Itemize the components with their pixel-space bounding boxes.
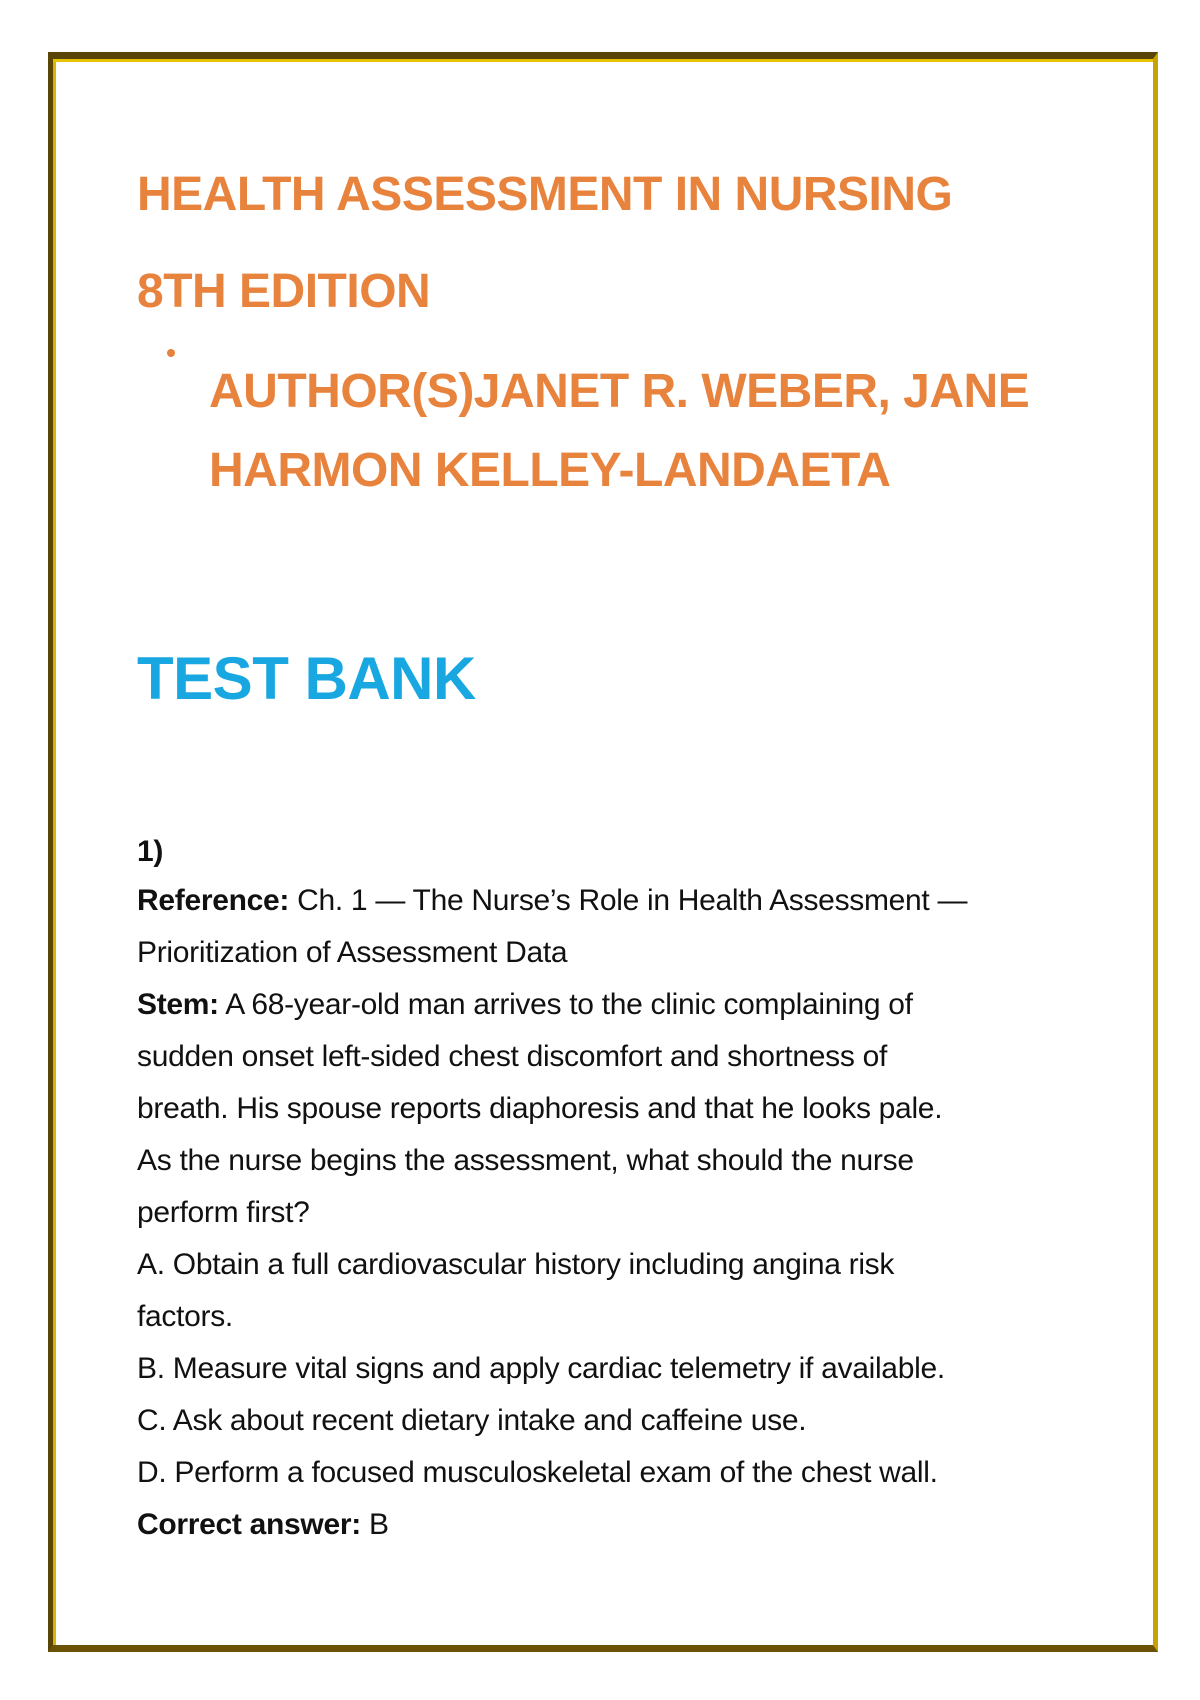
page-border-frame bbox=[48, 52, 1158, 1652]
bullet-icon bbox=[167, 349, 175, 357]
correct-answer bbox=[137, 1499, 1077, 1551]
reference-line-2: Prioritization of Assessment Data bbox=[137, 936, 568, 969]
book-edition: 8TH EDITION bbox=[137, 265, 431, 318]
answer-label: Correct answer: bbox=[137, 1508, 361, 1541]
section-heading: TEST BANK bbox=[137, 645, 476, 712]
author-line-2: HARMON KELLEY-LANDAETA bbox=[209, 444, 891, 497]
author-line-1: AUTHOR(S)JANET R. WEBER, JANE bbox=[209, 365, 1030, 418]
reference-text: Ch. 1 — The Nurse’s Role in Health Assessment — bbox=[289, 884, 968, 917]
stem-line-4: As the nurse begins the assessment, what should the nurse bbox=[137, 1144, 914, 1177]
stem-line-3: breath. His spouse reports diaphoresis and that he looks pale. bbox=[137, 1092, 943, 1125]
option-c: C. Ask about recent dietary intake and caffeine use. bbox=[137, 1404, 807, 1437]
option-a-line-2: factors. bbox=[137, 1300, 233, 1333]
reference-label: Reference: bbox=[137, 884, 290, 917]
question-number: 1) bbox=[137, 835, 164, 868]
reference-line-1 bbox=[137, 875, 1077, 927]
question-block bbox=[137, 829, 1077, 1551]
stem-line-1 bbox=[137, 979, 1077, 1031]
answer-value: B bbox=[360, 1508, 389, 1541]
stem-line-2: sudden onset left-sided chest discomfort and shortness of bbox=[137, 1040, 887, 1073]
stem-label: Stem: bbox=[137, 988, 219, 1021]
stem-text: A 68-year-old man arrives to the clinic complaining of bbox=[218, 988, 913, 1021]
option-a-line-1: A. Obtain a full cardiovascular history including angina risk bbox=[137, 1248, 895, 1281]
stem-line-5: perform first? bbox=[137, 1196, 310, 1229]
book-title: HEALTH ASSESSMENT IN NURSING bbox=[137, 168, 953, 221]
option-d: D. Perform a focused musculoskeletal exam of the chest wall. bbox=[137, 1456, 938, 1489]
option-b: B. Measure vital signs and apply cardiac telemetry if available. bbox=[137, 1352, 945, 1385]
